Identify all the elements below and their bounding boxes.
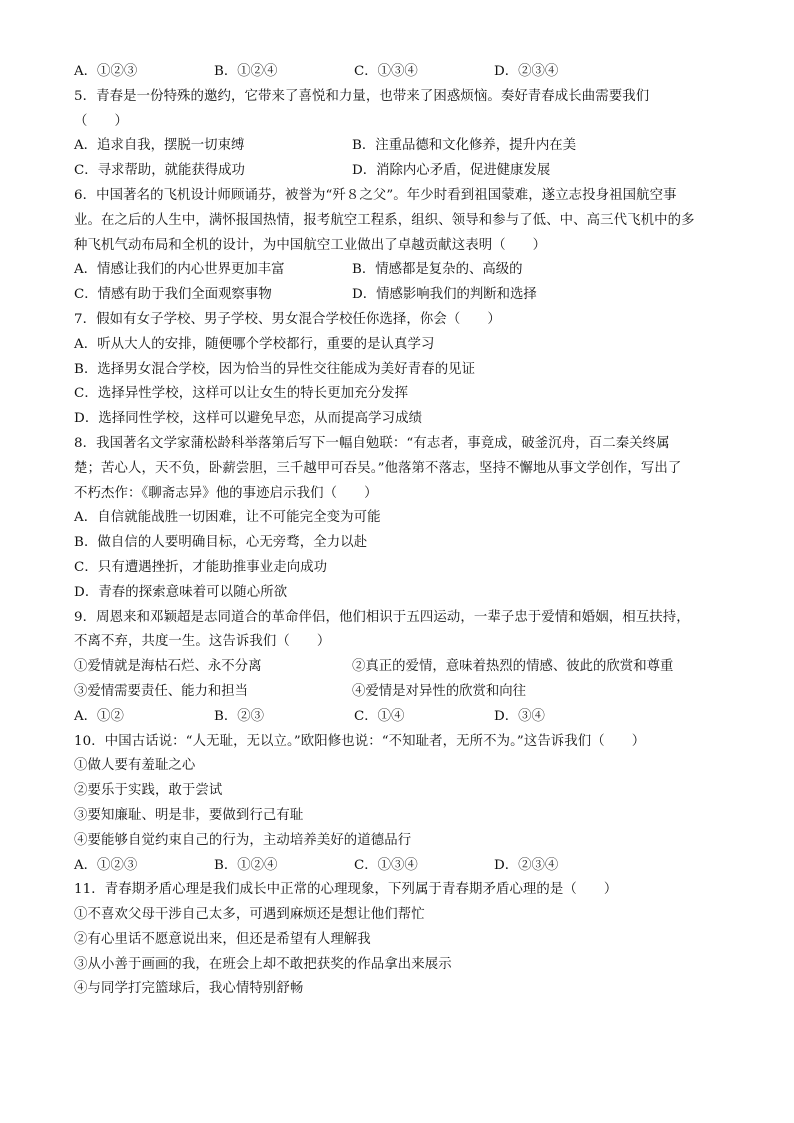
option-b: B．①②④ [214, 64, 278, 79]
option-b: B．做自信的人要明确目标，心无旁骛，全力以赴 [74, 535, 368, 551]
statement-1: ①不喜欢父母干涉自己太多，可遇到麻烦还是想让他们帮忙 [74, 907, 425, 923]
option-d: D．②③④ [494, 857, 559, 873]
option-c: C．选择异性学校，这样可以让女生的特长更加充分发挥 [74, 386, 409, 402]
option-c: C．①④ [354, 708, 405, 724]
q5-options-row [74, 159, 724, 184]
option-c: C．只有遭遇挫折，才能助推事业走向成功 [74, 559, 328, 575]
q5-stem-line: （ ） [74, 113, 128, 129]
statement-2: ②有心里话不愿意说出来，但还是希望有人理解我 [74, 931, 371, 947]
option-a: A．①②③ [74, 64, 138, 79]
statement-3: ③要知廉耻、明是非，要做到行己有耻 [74, 807, 304, 823]
statement-4: ④爱情是对异性的欣赏和向往 [352, 683, 527, 699]
option-b: B．②③ [214, 708, 265, 724]
statement-1: ①做人要有羞耻之心 [74, 758, 196, 774]
q6-stem-line: 业。在之后的人生中，满怀报国热情，报考航空工程系，组织、领导和参与了低、中、高三代飞机中的多 [74, 212, 695, 228]
option-b: B．①②④ [214, 857, 278, 873]
q9-stem-line: 9．周恩来和邓颖超是志同道合的革命伴侣，他们相识于五四运动，一辈子忠于爱情和婚姻，相互扶持， [74, 609, 690, 625]
option-a: A．情感让我们的内心世界更加丰富 [74, 262, 285, 278]
option-c: C．①③④ [354, 857, 418, 873]
q9-statements-row [74, 680, 724, 705]
statement-3: ③爱情需要责任、能力和担当 [74, 683, 249, 699]
option-c: C．情感有助于我们全面观察事物 [74, 287, 272, 303]
option-b: B．选择男女混合学校，因为恰当的异性交往能成为美好青春的见证 [74, 361, 476, 377]
q5-stem-line: 5．青春是一份特殊的邀约，它带来了喜悦和力量，也带来了困惑烦恼。奏好青春成长曲需要我们 [74, 88, 650, 104]
option-d: D．情感影响我们的判断和选择 [352, 287, 537, 303]
q8-stem-line: 不朽杰作：《聊斋志异》他的事迹启示我们（ ） [74, 485, 378, 501]
option-d: D．消除内心矛盾，促进健康发展 [352, 163, 551, 179]
q9-stem-line: 不离不弃，共度一生。这告诉我们（ ） [74, 634, 331, 650]
option-c: C．寻求帮助，就能获得成功 [74, 163, 245, 179]
statement-2: ②真正的爱情，意味着热烈的情感、彼此的欣赏和尊重 [352, 659, 674, 675]
option-d: D．选择同性学校，这样可以避免早恋，从而提高学习成绩 [74, 411, 423, 427]
q6-options-row [74, 258, 724, 283]
option-a: A．听从大人的安排，随便哪个学校都行，重要的是认真学习 [74, 336, 435, 352]
q10-options [74, 854, 724, 879]
option-a: A．①②③ [74, 857, 138, 873]
statement-2: ②要乐于实践，敢于尝试 [74, 783, 223, 799]
statement-4: ④要能够自觉约束自己的行为，主动培养美好的道德品行 [74, 832, 412, 848]
statement-4: ④与同学打完篮球后，我心情特别舒畅 [74, 981, 304, 997]
option-d: D．青春的探索意味着可以随心所欲 [74, 584, 288, 600]
option-c: C．①③④ [354, 64, 418, 79]
option-b: B．注重品德和文化修养，提升内在美 [352, 138, 577, 154]
exam-page [74, 60, 724, 1002]
option-b: B．情感都是复杂的、高级的 [352, 262, 523, 278]
q9-statements-row [74, 655, 724, 680]
q11-stem-line: 11．青春期矛盾心理是我们成长中正常的心理现象，下列属于青春期矛盾心理的是（ ） [74, 882, 618, 898]
option-a: A．追求自我，摆脱一切束缚 [74, 138, 245, 154]
q6-stem-line: 6．中国著名的飞机设计师顾诵芬，被誉为“歼８之父”。年少时看到祖国蒙难，遂立志投身祖国航空事 [74, 187, 677, 203]
q8-stem-line: 楚；苦心人，天不负，卧薪尝胆，三千越甲可吞吴。”他落第不落志，坚持不懈地从事文学创作，写出了 [74, 460, 682, 476]
option-a: A．自信就能战胜一切困难，让不可能完全变为可能 [74, 510, 381, 526]
option-a: A．①② [74, 708, 124, 724]
statement-1: ①爱情就是海枯石烂、永不分离 [74, 659, 262, 675]
q5-options-row [74, 134, 724, 159]
option-d: D．②③④ [494, 64, 559, 79]
q9-options [74, 705, 724, 730]
q4-options [74, 60, 724, 85]
q7-stem-line: 7．假如有女子学校、男子学校、男女混合学校任你选择，你会（ ） [74, 311, 501, 327]
q6-stem-line: 种飞机气动布局和全机的设计，为中国航空工业做出了卓越贡献这表明（ ） [74, 237, 547, 253]
q8-stem-line: 8．我国著名文学家蒲松龄科举落第后写下一幅自勉联：“有志者，事竟成，破釜沉舟，百二秦关终属 [74, 435, 670, 451]
q6-options-row [74, 283, 724, 308]
statement-3: ③从小善于画画的我，在班会上却不敢把获奖的作品拿出来展示 [74, 956, 452, 972]
q10-stem-line: 10．中国古话说：“人无耻，无以立。”欧阳修也说：“不知耻者，无所不为。”这告诉我们（ ） [74, 733, 646, 749]
option-d: D．③④ [494, 708, 545, 724]
